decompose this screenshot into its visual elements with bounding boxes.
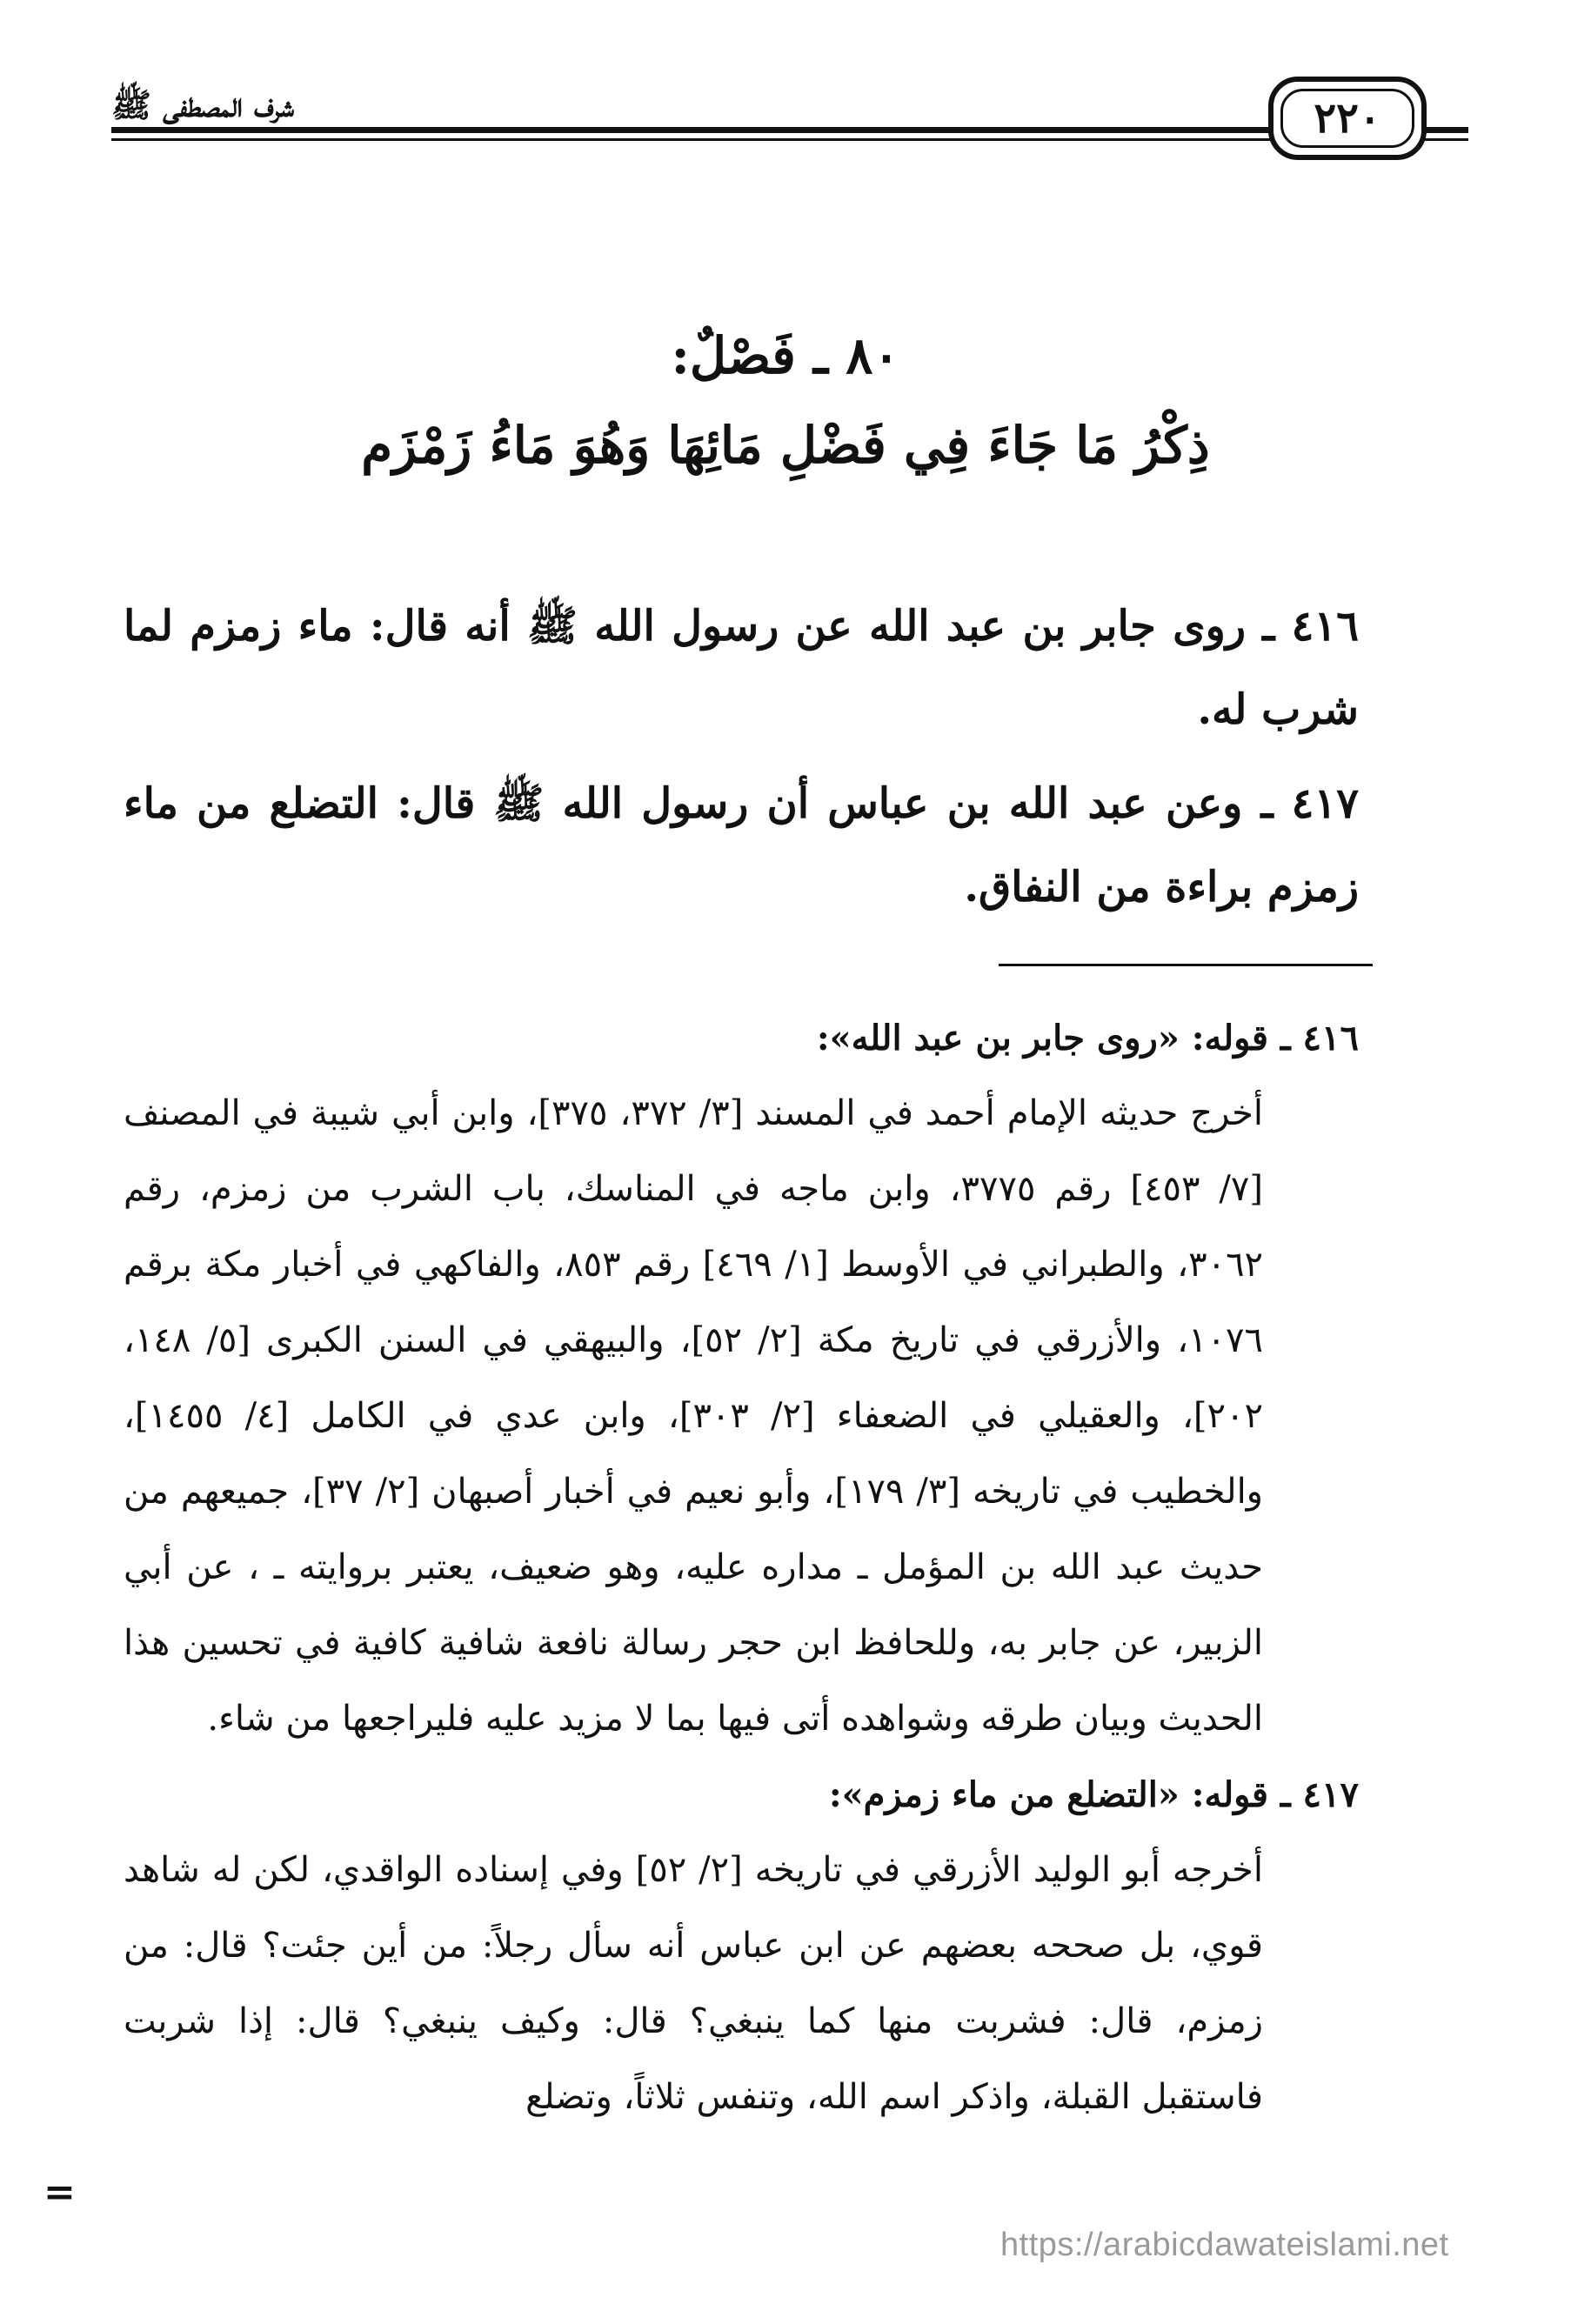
footnotes	[124, 1000, 1359, 2135]
footnote-416-number: ٤١٦ ـ قوله:	[1191, 1018, 1359, 1058]
footnote-417-number: ٤١٧ ـ قوله:	[1191, 1774, 1359, 1815]
footnote-416-heading	[124, 1000, 1359, 1076]
chapter-title: ذِكْرُ مَا جَاءَ فِي فَضْلِ مَائِهَا وَهُوَ مَاءُ زَمْزَم	[361, 416, 1210, 475]
page-header	[111, 77, 1468, 172]
main-text	[124, 584, 1359, 939]
footnote-416-quote: «روى جابر بن عبد الله»:	[816, 1018, 1180, 1058]
page-number: ٢٢٠	[1280, 89, 1414, 148]
hadith-416: ٤١٦ ـ روى جابر بن عبد الله عن رسول الله ﷺ أنه قال: ماء زمزم لما شرب له.	[124, 602, 1360, 734]
chapter-number-heading: ٨٠ ـ فَصْلٌ:	[671, 326, 900, 385]
header-rule-thin	[111, 138, 1468, 141]
page-number-frame	[1268, 77, 1427, 160]
footnote-417-heading	[124, 1757, 1359, 1833]
header-rule	[111, 127, 1468, 146]
hadith-417: ٤١٧ ـ وعن عبد الله بن عباس أن رسول الله ﷺ قال: التضلع من ماء زمزم براءة من النفاق.	[124, 779, 1359, 912]
watermark-url: https://arabicdawateislami.net	[1000, 2227, 1449, 2263]
continuation-mark: =	[43, 2170, 76, 2214]
footnote-417-body: أخرجه أبو الوليد الأزرقي في تاريخه [٢/ ٥٢] وفي إسناده الواقدي، لكن له شاهد قوي، بل صححه بعضهم عن ابن عباس أنه سأل رجلاً: من أين جئت؟ قال: من زمزم، قال: فشربت منها كما ينبغي؟ قال: وكيف ينبغي؟ قال: إذا شربت فاستقبل القبلة، واذكر اسم الله، وتنفس ثلاثاً، وتضلع	[124, 1850, 1263, 2117]
footnote-416-body: أخرج حديثه الإمام أحمد في المسند [٣/ ٣٧٢، ٣٧٥]، وابن أبي شيبة في المصنف [٧/ ٤٥٣] رقم ٣٧٧٥، وابن ماجه في المناسك، باب الشرب من زمزم، رقم ٣٠٦٢، والطبراني في الأوسط [١/ ٤٦٩] رقم ٨٥٣، والفاكهي في أخبار مكة برقم ١٠٧٦، والأزرقي في تاريخ مكة [٢/ ٥٢]، والبيهقي في السنن الكبرى [٥/ ١٤٨، ٢٠٢]، والعقيلي في الضعفاء [٢/ ٣٠٣]، وابن عدي في الكامل [٤/ ١٤٥٥]، والخطيب في تاريخه [٣/ ١٧٩]، وأبو نعيم في أخبار أصبهان [٢/ ٣٧]، جميعهم من حديث عبد الله بن المؤمل ـ مداره عليه، وهو ضعيف، يعتبر بروايته ـ ، عن أبي الزبير، عن جابر به، وللحافظ ابن حجر رسالة نافعة شافية كافية في تحسين هذا الحديث وبيان طرقه وشواهده أتى فيها بما لا مزيد عليه فليراجعها من شاء.	[124, 1093, 1264, 1739]
footnote-417-quote: «التضلع من ماء زمزم»:	[828, 1774, 1180, 1815]
footnote-separator	[999, 964, 1373, 966]
header-rule-thick	[111, 127, 1468, 133]
book-title: شرف المصطفى ﷺ	[111, 85, 294, 124]
